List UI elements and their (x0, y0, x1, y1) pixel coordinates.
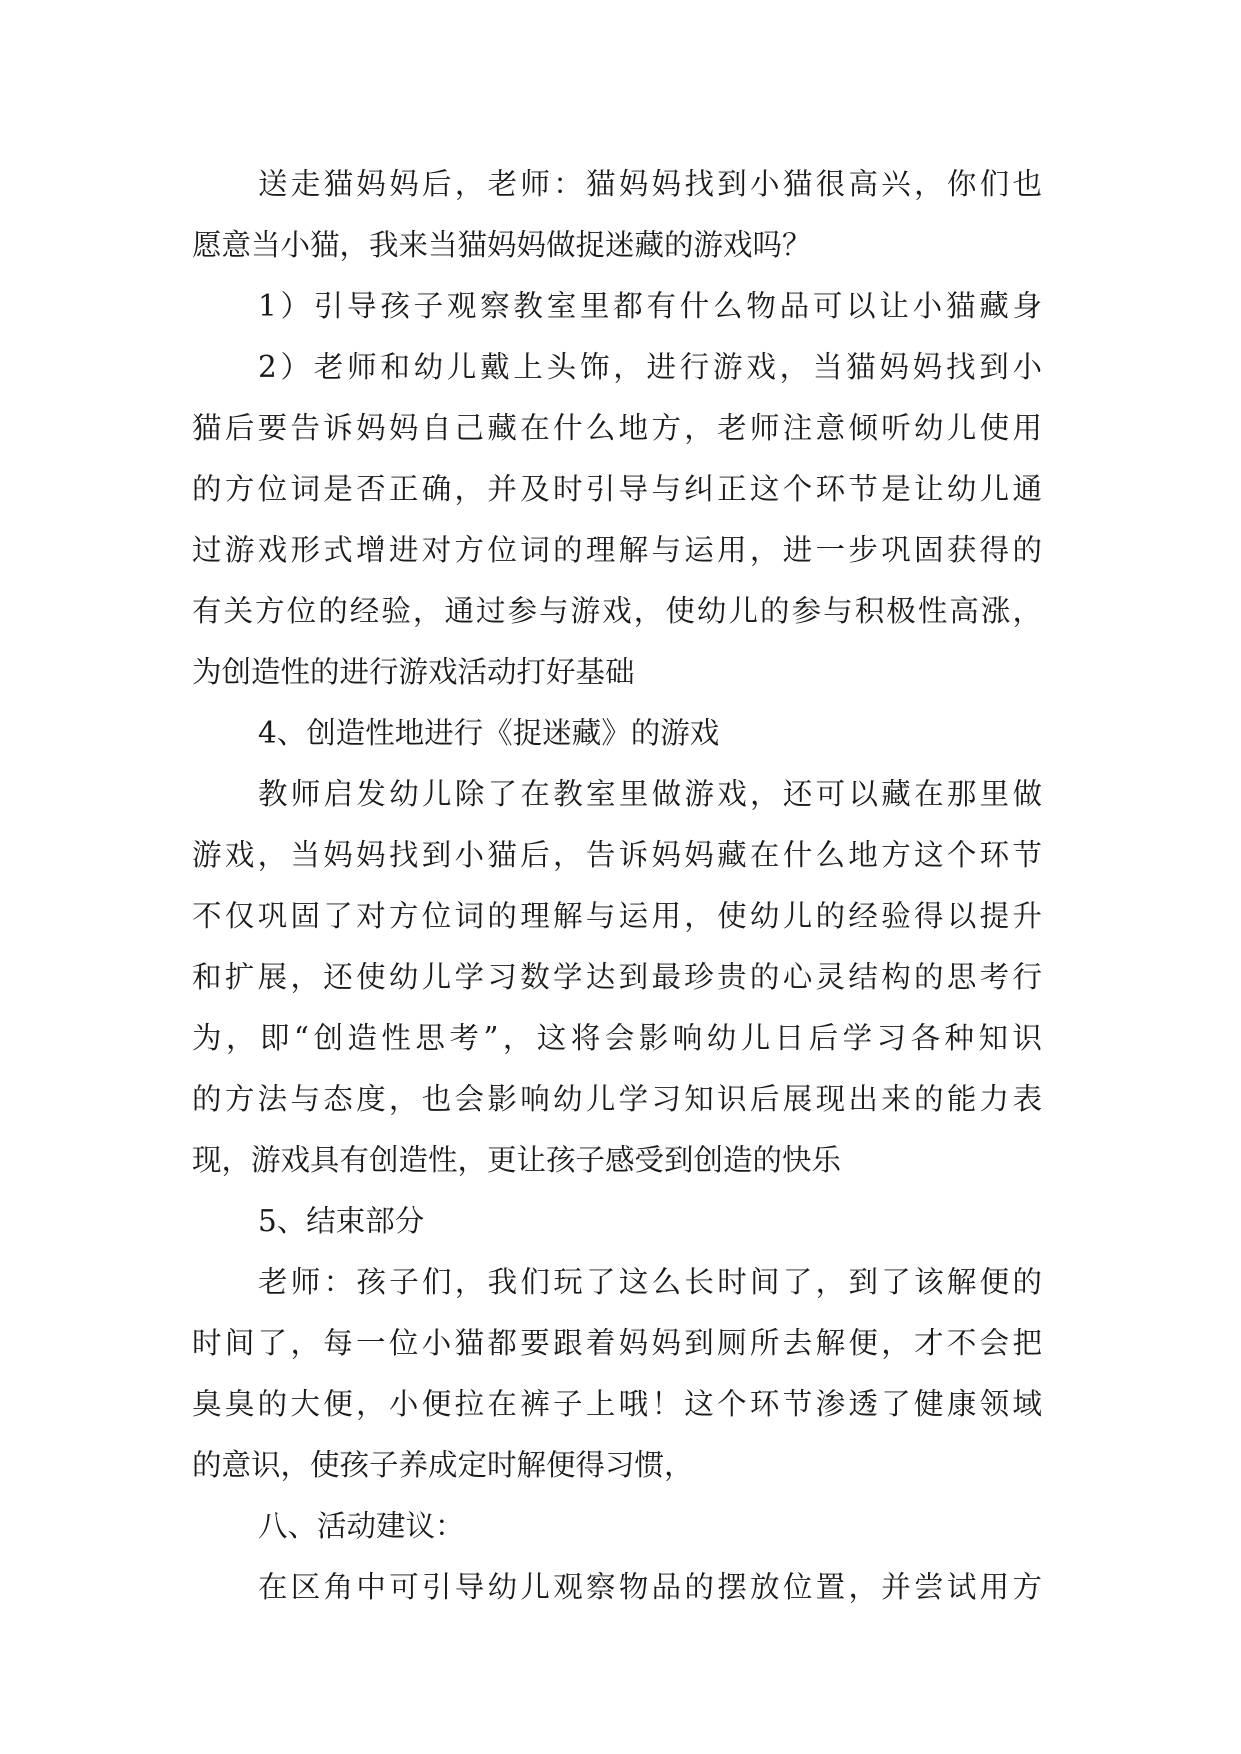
text-line: 老师：孩子们，我们玩了这么长时间了，到了该解便的 (258, 1265, 1042, 1299)
text-line: 的方法与态度，也会影响幼儿学习知识后展现出来的能力表 (192, 1082, 1042, 1116)
text-line: 的方位词是否正确，并及时引导与纠正这个环节是让幼儿通 (192, 472, 1042, 506)
text-line: 猫后要告诉妈妈自己藏在什么地方，老师注意倾听幼儿使用 (192, 411, 1042, 445)
section-heading: 5、结束部分 (258, 1204, 425, 1238)
text-line: 的意识，使孩子养成定时解便得习惯， (192, 1448, 694, 1482)
text-line: 和扩展，还使幼儿学习数学达到最珍贵的心灵结构的思考行 (192, 960, 1042, 994)
text-line: 臭臭的大便，小便拉在裤子上哦！这个环节渗透了健康领域 (192, 1387, 1042, 1421)
text-line: 1）引导孩子观察教室里都有什么物品可以让小猫藏身 (258, 289, 1042, 323)
text-line: 2）老师和幼儿戴上头饰，进行游戏，当猫妈妈找到小 (258, 350, 1042, 384)
text-line: 为，即“创造性思考”，这将会影响幼儿日后学习各种知识 (192, 1021, 1042, 1055)
text-line: 不仅巩固了对方位词的理解与运用，使幼儿的经验得以提升 (192, 899, 1042, 933)
section-heading: 4、创造性地进行《捉迷藏》的游戏 (258, 716, 720, 750)
text-line: 愿意当小猫，我来当猫妈妈做捉迷藏的游戏吗？ (192, 228, 812, 262)
text-line: 过游戏形式增进对方位词的理解与运用，进一步巩固获得的 (192, 533, 1042, 567)
text-line: 有关方位的经验，通过参与游戏，使幼儿的参与积极性高涨， (192, 594, 1042, 628)
text-line: 教师启发幼儿除了在教室里做游戏，还可以藏在那里做 (258, 777, 1042, 811)
text-line: 现，游戏具有创造性，更让孩子感受到创造的快乐 (192, 1143, 842, 1177)
text-line: 在区角中可引导幼儿观察物品的摆放位置，并尝试用方 (258, 1570, 1042, 1604)
text-line: 为创造性的进行游戏活动打好基础 (192, 655, 635, 689)
text-line: 送走猫妈妈后，老师：猫妈妈找到小猫很高兴，你们也 (258, 167, 1042, 201)
text-line: 时间了，每一位小猫都要跟着妈妈到厕所去解便，才不会把 (192, 1326, 1042, 1360)
text-line: 游戏，当妈妈找到小猫后，告诉妈妈藏在什么地方这个环节 (192, 838, 1042, 872)
section-heading: 八、活动建议： (258, 1509, 465, 1543)
